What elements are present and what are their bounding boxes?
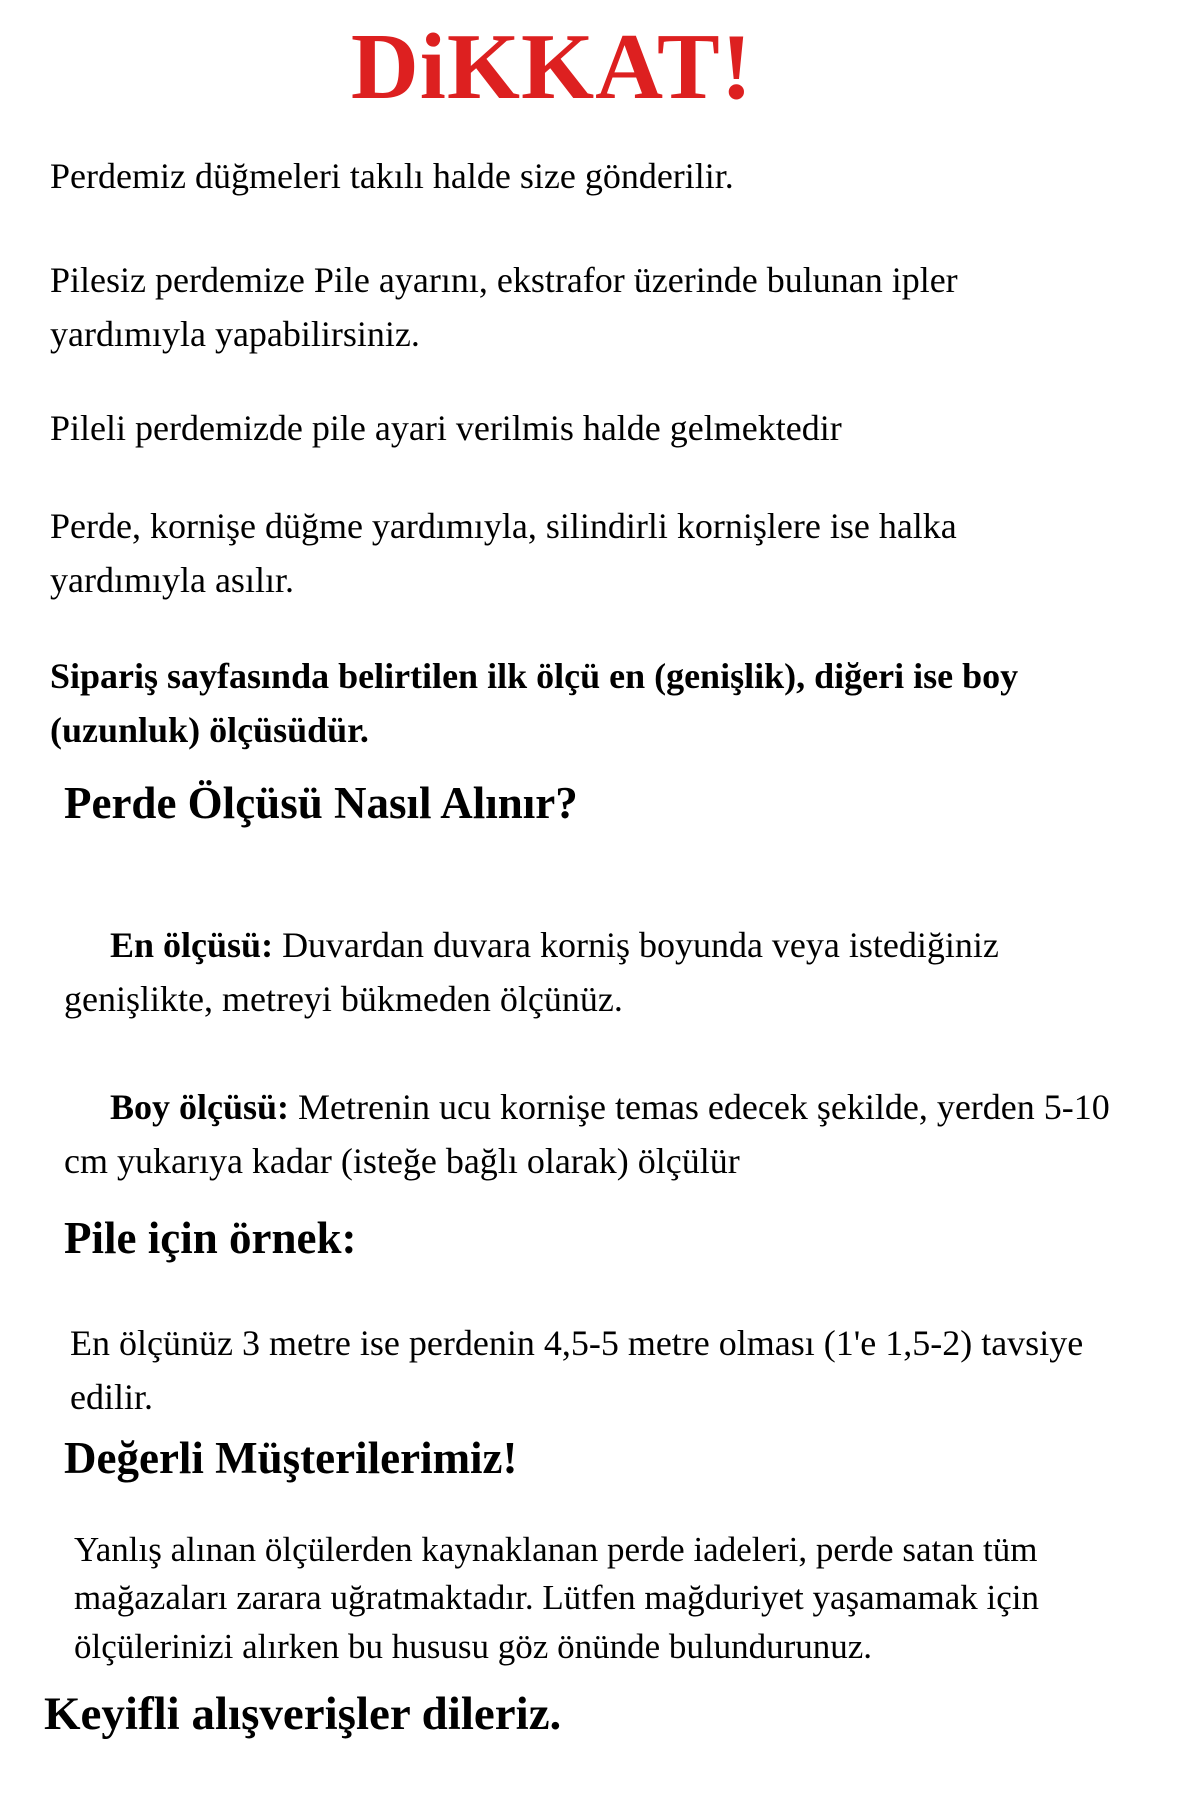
customers-heading: Değerli Müşterilerimiz! [64,1432,518,1483]
width-measure-text: Duvardan duvara korniş boyunda veya istediğiniz genişlikte, metreyi bükmeden ölçünüz. [64,924,999,1019]
height-measure-note [64,1080,1124,1188]
measure-heading: Perde Ölçüsü Nasıl Alınır? [64,778,578,829]
width-measure-note [64,918,1114,1026]
order-measurement-note: Sipariş sayfasında belirtilen ilk ölçü en (genişlik), diğeri ise boy (uzunluk) ölçüsüdür. [50,656,1019,751]
height-measure-label: Boy ölçüsü: [110,1086,290,1127]
width-measure-label: En ölçüsü: [110,924,274,965]
pleated-note: Pileli perdemizde pile ayari verilmis halde gelmektedir [50,408,842,449]
notice-title: DiKKAT! [350,15,754,119]
pleat-example-heading: Pile için örnek: [64,1212,357,1263]
closing-text: Keyifli alışverişler dileriz. [44,1688,562,1741]
height-measure-text: Metrenin ucu kornişe temas edecek şekilde, yerden 5-10 cm yukarıya kadar (isteğe bağlı olarak) ölçülür [64,1086,1110,1181]
shipping-note: Perdemiz düğmeleri takılı halde size gönderilir. [50,156,734,197]
returns-warning-text: Yanlış alınan ölçülerden kaynaklanan perde iadeleri, perde satan tüm mağazaları zarara uğratmaktadır. Lütfen mağduriyet yaşamamak için ölçülerinizi alırken bu hususu göz önünde bulundurunuz. [74,1530,1039,1666]
hanging-note: Perde, kornişe düğme yardımıyla, silindirli kornişlere ise halka yardımıyla asılır. [50,506,957,601]
pleat-example-text: En ölçünüz 3 metre ise perdenin 4,5-5 metre olması (1'e 1,5-2) tavsiye edilir. [70,1322,1084,1417]
pleatless-adjustment-note: Pilesiz perdemize Pile ayarını, ekstrafor üzerinde bulunan ipler yardımıyla yapabilirsiniz. [50,260,958,355]
